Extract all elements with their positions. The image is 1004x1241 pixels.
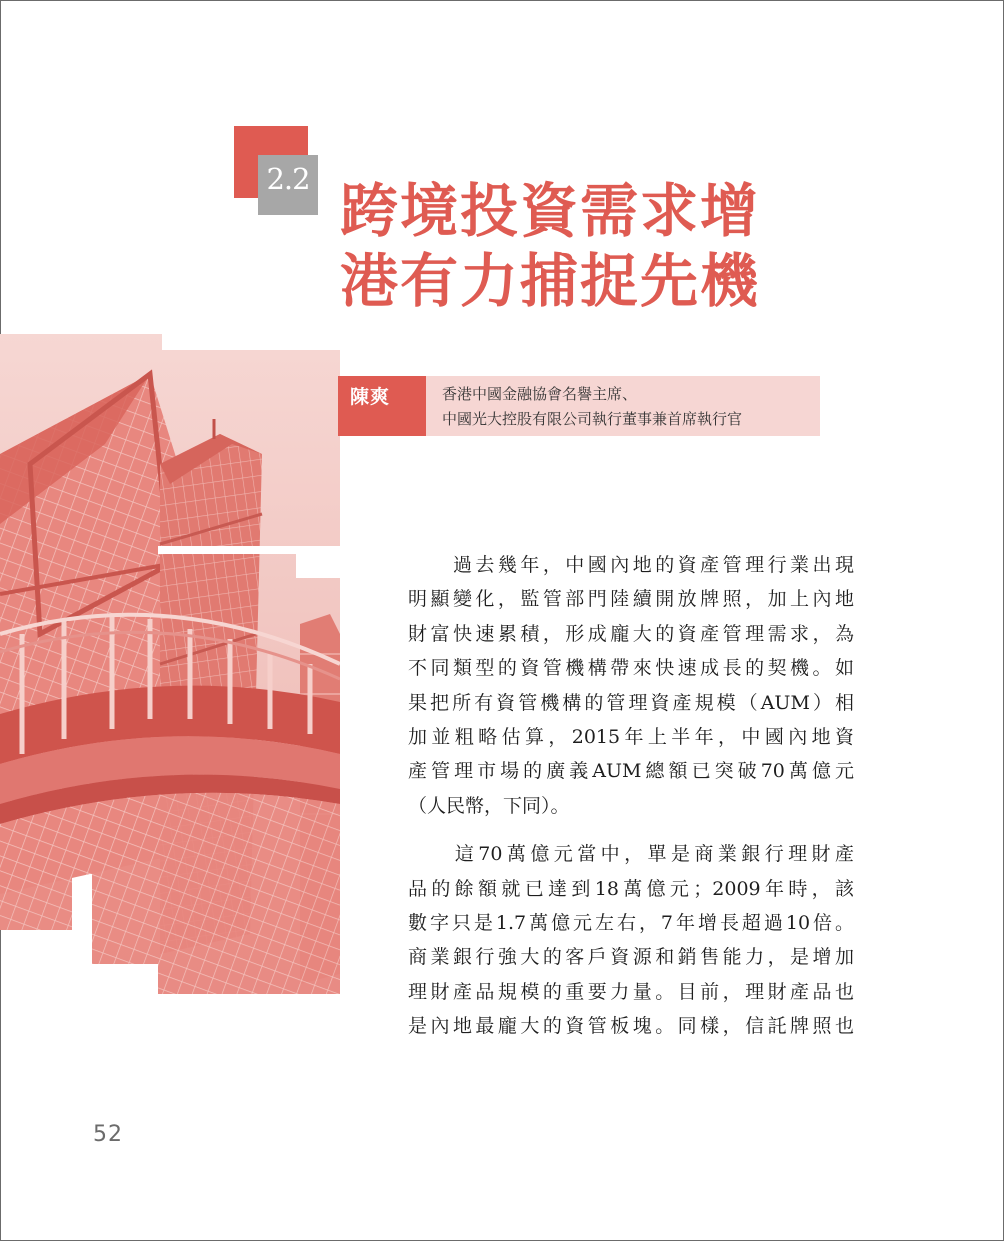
chapter-number: 2.2 [266, 162, 310, 196]
text-line: 不同類型的資管機構帶來快速成長的契機。如 [408, 657, 854, 680]
body-text [408, 548, 854, 1058]
paragraph-2 [408, 837, 854, 1043]
author-title-line-1: 香港中國金融協會名譽主席、 [442, 385, 638, 403]
text-line: 果把所有資管機構的管理資產規模（AUM）相 [408, 691, 854, 714]
author-name: 陳爽 [350, 386, 391, 408]
text-line: 數字只是1.7萬億元左右，7年增長超過10倍。 [408, 912, 854, 935]
title-line-1: 跨境投資需求增 [340, 177, 761, 245]
title-line-2: 港有力捕捉先機 [340, 247, 761, 315]
page-number: 52 [93, 1122, 123, 1147]
text-line: 這70萬億元當中，單是商業銀行理財產 [408, 843, 854, 866]
building-photo [0, 334, 340, 994]
text-line: 過去幾年，中國內地的資產管理行業出現 [408, 554, 854, 576]
text-line: （人民幣，下同）。 [408, 794, 570, 817]
paragraph-1 [408, 548, 854, 823]
article-title [340, 176, 760, 316]
text-line: 商業銀行強大的客戶資源和銷售能力，是增加 [408, 946, 854, 969]
text-line: 財富快速累積，形成龐大的資產管理需求，為 [408, 622, 854, 645]
author-title-line-2: 中國光大控股有限公司執行董事兼首席執行官 [442, 410, 743, 428]
text-line: 品的餘額就已達到18萬億元；2009年時，該 [408, 877, 854, 900]
text-line: 明顯變化，監管部門陸續開放牌照，加上內地 [408, 588, 854, 611]
text-line: 理財產品規模的重要力量。目前，理財產品也 [408, 980, 854, 1003]
text-line: 產管理市場的廣義AUM總額已突破70萬億元 [408, 760, 854, 783]
text-line: 是內地最龐大的資管板塊。同樣，信託牌照也 [408, 1015, 854, 1038]
author-title [442, 382, 742, 432]
text-line: 加並粗略估算，2015年上半年，中國內地資 [408, 726, 854, 749]
